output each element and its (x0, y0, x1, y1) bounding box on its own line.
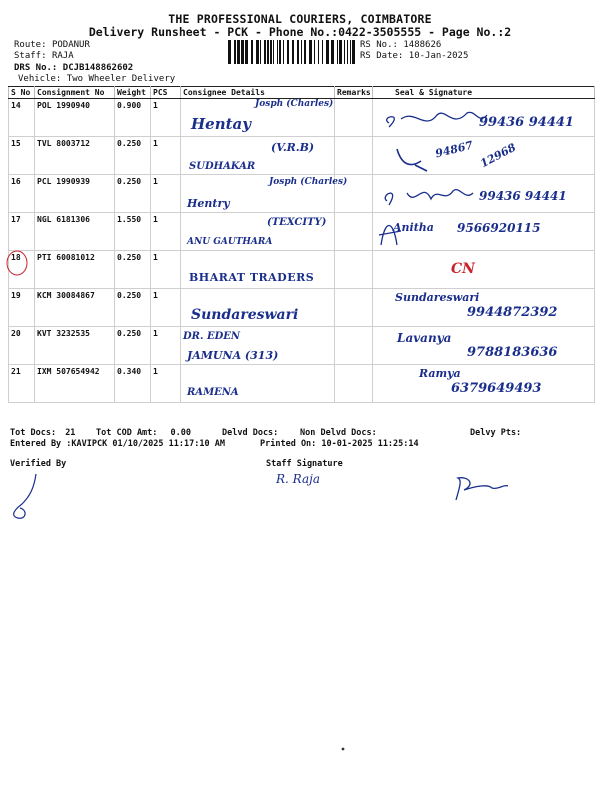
table-row (9, 251, 595, 289)
cell-remarks (335, 289, 373, 327)
cell-pcs: 1 (151, 213, 181, 251)
barcode-bar (344, 40, 345, 64)
runsheet-title: Delivery Runsheet - PCK - Phone No.:0422-3505555 - Page No.:2 (88, 25, 512, 39)
handwritten-phone: 9788183636 (467, 345, 558, 360)
rs-date-value: 10-Jan-2025 (408, 51, 469, 61)
cell-consignee (181, 99, 335, 137)
barcode-bar (270, 40, 272, 64)
cell-remarks (335, 251, 373, 289)
barcode-bar (309, 40, 312, 64)
cell-remarks (335, 213, 373, 251)
cell-weight: 0.250 (115, 251, 151, 289)
staff-label: Staff: (14, 51, 47, 61)
printed-on: Printed On: 10-01-2025 11:25:14 (260, 439, 419, 449)
cell-consignee (181, 213, 335, 251)
col-remarks: Remarks (335, 87, 373, 99)
delvy-pts-label: Delvy Pts: (470, 428, 522, 438)
red-circle-mark (5, 249, 33, 279)
handwritten-name: Anitha (393, 221, 434, 234)
tot-cod-label: Tot COD Amt: (96, 428, 158, 438)
cell-weight: 0.250 (115, 327, 151, 365)
col-consignee: Consignee Details (181, 87, 335, 99)
barcode-bar (297, 40, 299, 64)
vehicle-line (18, 74, 175, 85)
col-weight: Weight (115, 87, 151, 99)
verifier-signature (4, 470, 48, 522)
barcode-bar (331, 40, 334, 64)
col-sno: S No (9, 87, 35, 99)
cell-pcs: 1 (151, 251, 181, 289)
drs-line (14, 63, 133, 74)
cell-sno (9, 251, 35, 289)
handwritten-mark: CN (451, 261, 475, 277)
cell-seal (373, 99, 595, 137)
route-label: Route: (14, 40, 47, 50)
cell-pcs: 1 (151, 289, 181, 327)
cell-remarks (335, 99, 373, 137)
cell-consignment: PCL 1990939 (35, 175, 115, 213)
vehicle-label: Vehicle: (18, 74, 62, 84)
barcode-bar (350, 40, 351, 64)
barcode (228, 40, 356, 64)
cell-consignment: NGL 6181306 (35, 213, 115, 251)
cell-sno: 14 (9, 99, 35, 137)
cell-sno: 17 (9, 213, 35, 251)
barcode-bar (322, 40, 323, 64)
cell-sno: 21 (9, 365, 35, 403)
cell-pcs: 1 (151, 137, 181, 175)
cell-sno: 16 (9, 175, 35, 213)
staff-signature-handwritten: R. Raja (276, 472, 321, 486)
table-row (9, 175, 595, 213)
handwritten-phone: 6379649493 (451, 381, 542, 396)
barcode-bar (277, 40, 278, 64)
cell-seal (373, 213, 595, 251)
handwritten-phone: 9566920115 (457, 221, 541, 235)
table-row (9, 327, 595, 365)
cell-weight: 0.250 (115, 137, 151, 175)
barcode-bar (245, 40, 248, 64)
company-name: THE PROFESSIONAL COURIERS, COIMBATORE (168, 12, 432, 26)
route-value: PODANUR (51, 40, 90, 50)
barcode-bar (283, 40, 284, 64)
cell-remarks (335, 327, 373, 365)
cell-remarks (335, 137, 373, 175)
barcode-bar (287, 40, 289, 64)
staff-line (14, 51, 74, 62)
handwritten-text: SUDHAKAR (189, 161, 256, 172)
non-delvd-docs-label: Non Delvd Docs: (300, 428, 377, 438)
rs-no-line (360, 40, 441, 51)
cell-seal (373, 365, 595, 403)
cell-consignment: POL 1990940 (35, 99, 115, 137)
staff-value: RAJA (51, 51, 74, 61)
col-seal-signature: Seal & Signature (373, 87, 595, 99)
cell-seal (373, 327, 595, 365)
barcode-bar (318, 40, 319, 64)
cell-seal (373, 289, 595, 327)
cell-sno: 19 (9, 289, 35, 327)
barcode-bar (264, 40, 266, 64)
handwritten-text: Hentry (187, 197, 230, 210)
handwritten-phone: 99436 94441 (479, 115, 574, 130)
barcode-bar (314, 40, 315, 64)
route-line (14, 40, 90, 51)
barcode-bar (292, 40, 294, 64)
barcode-bar (304, 40, 306, 64)
staff-signature-label: Staff Signature (266, 459, 343, 469)
delvd-docs-label: Delvd Docs: (222, 428, 279, 438)
barcode-bar (337, 40, 338, 64)
cell-seal (373, 175, 595, 213)
tot-docs (10, 428, 75, 438)
handwritten-text: DR. EDEN (183, 331, 241, 342)
cell-weight: 0.250 (115, 175, 151, 213)
handwritten-name: Lavanya (397, 331, 452, 345)
drs-value: DCJB148862602 (62, 63, 134, 73)
barcode-bar (251, 40, 253, 64)
barcode-bar (237, 40, 240, 64)
rs-date-line (360, 51, 468, 62)
runsheet-table (8, 86, 595, 403)
handwritten-phone: 12968 (478, 140, 519, 171)
cell-consignee (181, 137, 335, 175)
handwritten-text: BHARAT TRADERS (189, 271, 315, 284)
table-row (9, 365, 595, 403)
handwritten-text: Josph (Charles) (255, 99, 334, 109)
cell-weight: 0.340 (115, 365, 151, 403)
verified-by-label: Verified By (10, 459, 67, 469)
handwritten-phone: 99436 94441 (479, 189, 567, 203)
barcode-bar (241, 40, 244, 64)
handwritten-text: Sundareswari (191, 307, 299, 323)
rs-no-label: RS No.: (360, 40, 398, 50)
barcode-bar (347, 40, 348, 64)
cell-seal (373, 137, 595, 175)
tot-cod (96, 428, 191, 438)
cell-seal (373, 251, 595, 289)
cell-consignee (181, 327, 335, 365)
table-header-row (9, 87, 595, 99)
handwritten-text: ANU GAUTHARA (187, 237, 273, 247)
handwritten-text: (TEXCITY) (267, 217, 327, 228)
cell-weight: 1.550 (115, 213, 151, 251)
cell-pcs: 1 (151, 365, 181, 403)
cell-sno: 15 (9, 137, 35, 175)
handwritten-text: (V.R.B) (271, 141, 315, 154)
vehicle-value: Two Wheeler Delivery (66, 74, 176, 84)
rs-no-value: 1488626 (403, 40, 442, 50)
staff-signature-scribble (452, 474, 512, 504)
cell-weight: 0.900 (115, 99, 151, 137)
table-row (9, 213, 595, 251)
table-row (9, 99, 595, 137)
cell-consignment: IXM 507654942 (35, 365, 115, 403)
barcode-bar (326, 40, 329, 64)
barcode-bar (256, 40, 259, 64)
cell-consignment: PTI 60081012 (35, 251, 115, 289)
tot-docs-value: 21 (65, 428, 76, 438)
cell-sno: 20 (9, 327, 35, 365)
cell-consignment: KVT 3232535 (35, 327, 115, 365)
tot-cod-value: 0.00 (170, 428, 192, 438)
barcode-bar (234, 40, 236, 64)
barcode-bar (301, 40, 302, 64)
handwritten-phone: 94867 (433, 138, 475, 161)
barcode-bar (228, 40, 231, 64)
tot-docs-label: Tot Docs: (10, 428, 57, 438)
handwritten-phone: 9944872392 (467, 305, 558, 320)
handwritten-text: Josph (Charles) (269, 177, 348, 187)
drs-label: DRS No.: (14, 63, 58, 73)
col-consignment: Consignment No (35, 87, 115, 99)
handwritten-text: RAMENA (187, 387, 239, 398)
cell-consignment: TVL 8003712 (35, 137, 115, 175)
cell-consignee (181, 289, 335, 327)
cell-pcs: 1 (151, 99, 181, 137)
cell-consignee (181, 251, 335, 289)
stray-mark (340, 746, 346, 752)
barcode-bar (279, 40, 281, 64)
col-pcs: PCS (151, 87, 181, 99)
barcode-bar (352, 40, 355, 64)
barcode-bar (267, 40, 269, 64)
handwritten-name: Ramya (419, 367, 461, 380)
cell-consignee (181, 365, 335, 403)
cell-pcs: 1 (151, 175, 181, 213)
handwritten-text: Hentay (191, 115, 251, 133)
table-row (9, 137, 595, 175)
rs-date-label: RS Date: (360, 51, 404, 61)
table-row (9, 289, 595, 327)
sno-value: 18 (11, 253, 21, 262)
barcode-bar (339, 40, 342, 64)
cell-consignee (181, 175, 348, 213)
cell-remarks (335, 365, 373, 403)
barcode-bar (260, 40, 261, 64)
cell-weight: 0.250 (115, 289, 151, 327)
handwritten-name: Sundareswari (395, 291, 480, 304)
entered-by: Entered By :KAVIPCK 01/10/2025 11:17:10 AM (10, 439, 225, 449)
barcode-bar (273, 40, 274, 64)
handwritten-text: JAMUNA (313) (187, 349, 279, 362)
cell-pcs: 1 (151, 327, 181, 365)
cell-consignment: KCM 30084867 (35, 289, 115, 327)
